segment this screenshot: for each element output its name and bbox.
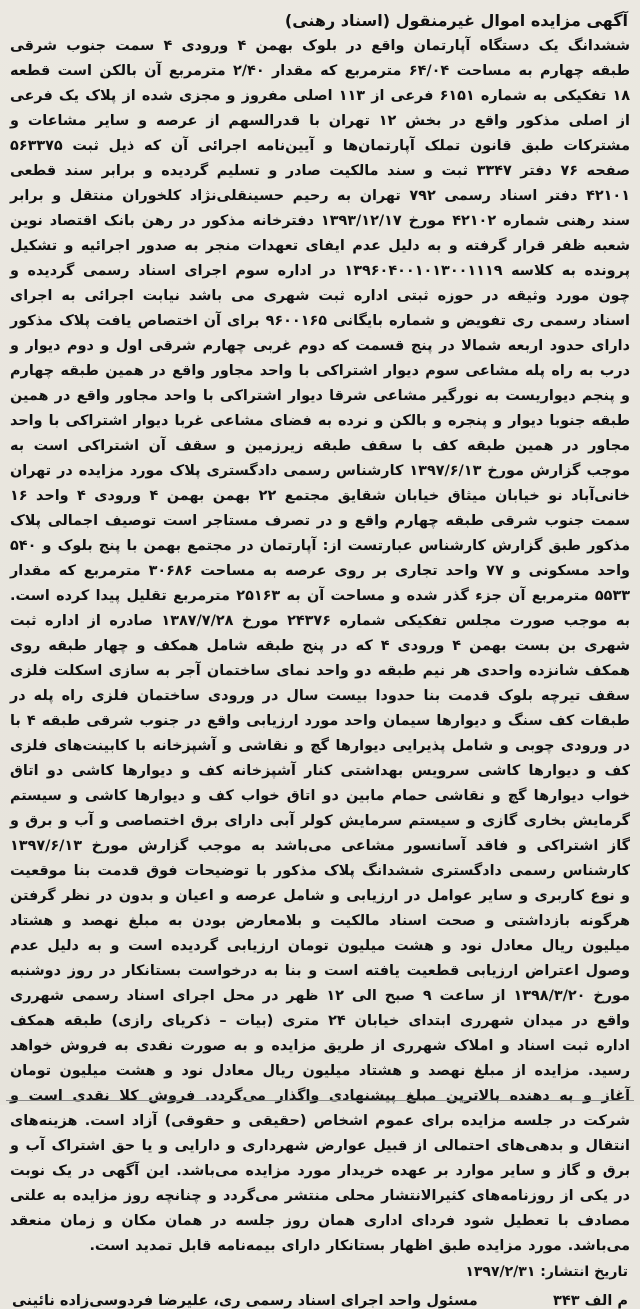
- bottom-divider: [6, 1100, 634, 1101]
- notice-title: آگهی مزایده اموال غیرمنقول (اسناد رهنی): [284, 11, 628, 30]
- signature: مسئول واحد اجرای اسناد رسمی ری، علیرضا فردوسی‌زاده نائینی: [12, 1293, 478, 1309]
- notice-footer: [12, 1293, 628, 1309]
- ref-code: م الف ۳۴۳: [553, 1293, 628, 1309]
- notice-body: ششدانگ یک دستگاه آپارتمان واقع در بلوک بهمن ۴ ورودی ۴ سمت جنوب شرقی طبقه چهارم به مساحت ۶۴/۰۴ مترمربع که مقدار ۲/۴۰ مترمربع آن بالکن است قطعه ۱۸ تفکیکی به شماره ۶۱۵۱ فرعی از ۱۱۳ اصلی مفروز و مجزی شده از پلاک یک فرعی از اصلی مذکور واقع در بخش ۱۲ تهران با قدرالسهم از عرصه و سایر مشاعات و مشترکات طبق قانون تملک آپارتمان‌ها و آیین‌نامه اجرائی آن که ذیل ثبت ۵۶۳۳۷۵ صفحه ۷۶ دفتر ۳۳۴۷ ثبت و سند مالکیت صادر و تسلیم گردیده و برابر سند قطعی ۴۲۱۰۱ دفتر اسناد رسمی ۷۹۲ تهران به رحیم حسینقلی‌نژاد کلخوران منتقل و برابر سند رهنی شماره ۴۲۱۰۲ مورخ ۱۳۹۳/۱۲/۱۷ دفترخانه مذکور در رهن بانک اقتصاد نوین شعبه ظفر قرار گرفته و به دلیل عدم ایفای تعهدات منجر به صدور اجرائیه و تشکیل پرونده به کلاسه ۱۳۹۶۰۴۰۰۱۰۱۳۰۰۱۱۱۹ در اداره سوم اجرای اسناد رسمی گردیده و چون مورد وثیقه در حوزه ثبتی اداره ثبت شهری می باشد نیابت اجرائی به اجرای اسناد رسمی ری تفویض و شماره بایگانی ۹۶۰۰۱۶۵ برای آن اختصاص یافت پلاک مذکور دارای حدود اربعه شمالا در پنج قسمت که دوم غربی چهارم شرقی اول و دوم دیوار و درب به راه پله مشاعی سوم دیوار اشتراکی با واحد مجاور واقع در همین طبقه چهارم و پنجم دیواریست به نورگیر مشاعی شرقا دیوار اشتراکی با واحد مجاور واقع در همین طبقه جنوبا دیوار و پنجره و بالکن و نرده به فضای مشاعی غربا دیوار اشتراکی با واحد مجاور در همین طبقه کف با سقف طبقه زیرزمین و سقف آن اشتراکی است به موجب گزارش مورخ ۱۳۹۷/۶/۱۳ کارشناس رسمی دادگستری پلاک مورد مزایده در تهران خانی‌آباد نو خیابان میثاق خیابان شقایق مجتمع ۲۲ بهمن بهمن ۴ ورودی ۴ واحد ۱۶ سمت جنوب شرقی طبقه چهارم واقع و در تصرف مستاجر است توصیف اجمالی پلاک مذکور طبق گزارش کارشناس عبارتست از: آپارتمان در مجتمع بهمن با پنج بلوک و ۵۴۰ واحد مسکونی و ۷۷ واحد تجاری بر روی عرصه به مساحت ۳۰۶۸۶ مترمربع که مقدار ۵۵۳۳ مترمربع آن جزء گذر شده و مساحت آن به ۲۵۱۶۳ مترمربع تقلیل پیدا کرده است. به موجب صورت مجلس تفکیکی شماره ۲۴۳۷۶ مورخ ۱۳۸۷/۷/۲۸ صادره از اداره ثبت شهری بن بست بهمن ۴ ورودی ۴ که در پنج طبقه شامل همکف و چهار طبقه روی همکف شانزده واحدی هر نیم طبقه دو واحد نمای ساختمان آجر به سازی اسکلت فلزی سقف تیرچه بلوک قدمت بنا حدودا بیست سال در ورودی ساختمان فلزی راه پله در طبقات کف سنگ و دیوارها سیمان واحد مورد ارزیابی واقع در جنوب شرقی طبقه ۴ با در ورودی چوبی و شامل پذیرایی دیوارها گچ و نقاشی و آشپزخانه با کابینت‌های فلزی کف و دیوارها کاشی سرویس بهداشتی کنار آشپزخانه کف و دیوارها کاشی دو اتاق خواب دیوارها گچ و نقاشی حمام مابین دو اتاق خواب کف و دیوارها کاشی و سیستم گرمایش بخاری گازی و سیستم سرمایش کولر آبی دارای برق اختصاصی و آب و برق و گاز اشتراکی و فاقد آسانسور مشاعی می‌باشد به موجب گزارش مورخ ۱۳۹۷/۶/۱۳ کارشناس رسمی دادگستری ششدانگ پلاک مذکور با توضیحات فوق قدمت بنا موقعیت و نوع کاربری و سایر عوامل در ارزیابی و شامل عرصه و اعیان و بدون در نظر گرفتن هرگونه بازداشتی و صحت اسناد مالکیت و بلامعارض بودن به مبلغ نهصد و هشتاد میلیون ریال معادل نود و هشت میلیون تومان ارزیابی گردیده است و به دلیل عدم وصول اعتراض ارزیابی قطعیت یافته است و بنا به درخواست بستانکار در روز دوشنبه مورخ ۱۳۹۸/۳/۲۰ از ساعت ۹ صبح الی ۱۲ ظهر در محل اجرای اسناد رسمی شهرری واقع در میدان شهرری ابتدای خیابان ۲۴ متری (بیات – ذکریای رازی) طبقه همکف اداره ثبت اسناد و املاک شهرری از طریق مزایده و به صورت نقدی به فروش خواهد رسید. مزایده از مبلغ نهصد و هشتاد میلیون ریال معادل نود و هشت میلیون تومان آغاز و به دهنده بالاترین مبلغ پیشنهادی واگذار می‌گردد. فروش کلا نقدی است و شرکت در جلسه مزایده برای عموم اشخاص (حقیقی و حقوقی) آزاد است. هزینه‌های انتقال و بدهی‌های احتمالی از قبیل عوارض شهرداری و دارایی و یا حق اشتراک آب و برق و گاز و سایر موارد بر عهده خریدار مورد مزایده می‌باشد. این آگهی در یک نوبت در یکی از روزنامه‌های کثیرالانتشار محلی منتشر می‌گردد و چنانچه روز مزایده به علتی مصادف با تعطیل شود فردای اداری همان روز جلسه در همان مکان و زمان منعقد می‌باشد. مورد مزایده طبق اظهار بستانکار دارای بیمه‌نامه قابل تمدید است.: [10, 38, 631, 1254]
- publish-date: تاریخ انتشار: ۱۳۹۷/۲/۳۱: [465, 1264, 628, 1280]
